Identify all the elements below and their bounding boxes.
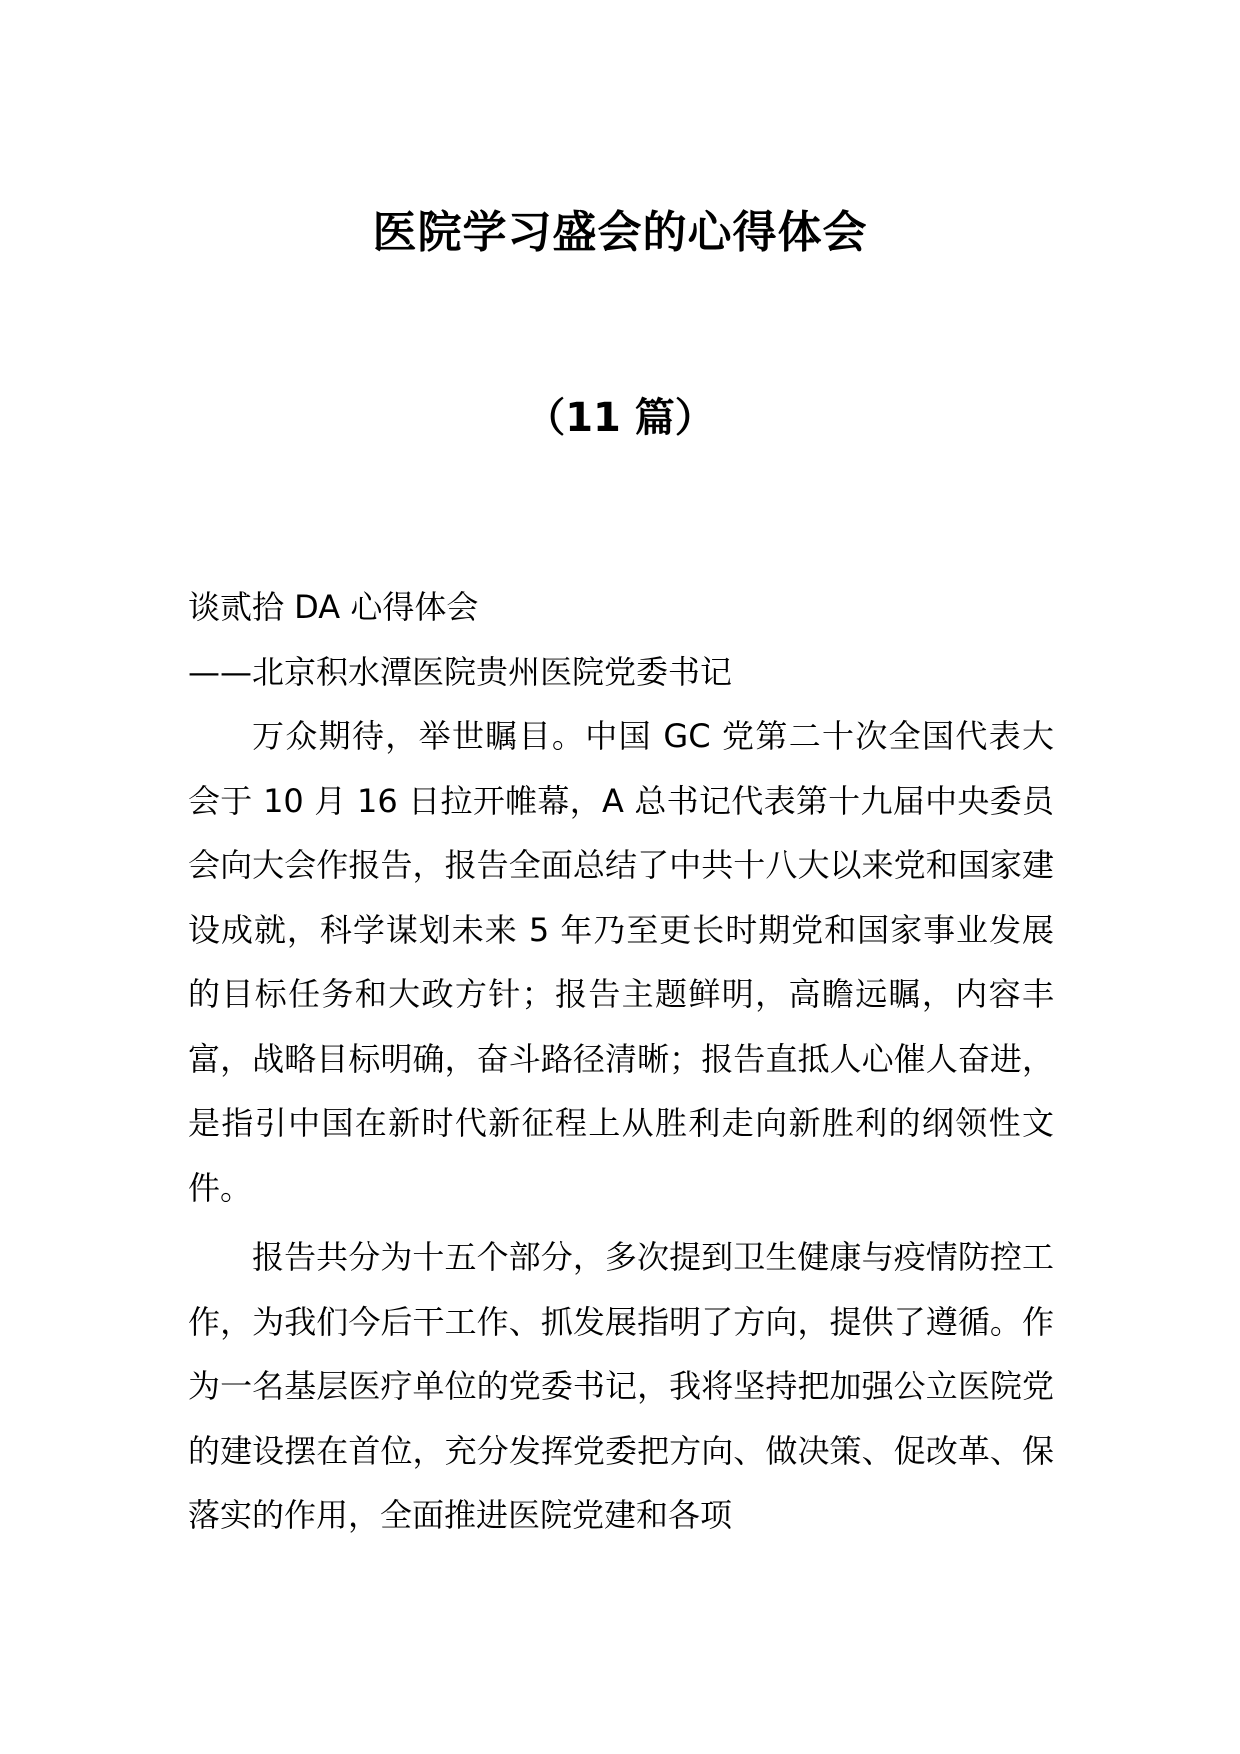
document-title: 医院学习盛会的心得体会	[372, 207, 868, 258]
document-subtitle: （11 篇）	[525, 395, 715, 441]
body-paragraph: 万众期待，举世瞩目。中国 GC 党第二十次全国代表大会于 10 月 16 日拉开帷幕，A 总书记代表第十九届中央委员会向大会作报告，报告全面总结了中共十八大以来党和国家建设成就，科学谋划未来 5 年乃至更长时期党和国家事业发展的目标任务和大政方针；报告主题鲜明，高瞻远瞩，内容丰富，战略目标明确，奋斗路径清晰；报告直抵人心催人奋进，是指引中国在新时代新征程上从胜利走向新胜利的纲领性文件。	[188, 717, 1054, 1207]
body-paragraph: 报告共分为十五个部分，多次提到卫生健康与疫情防控工作，为我们今后干工作、抓发展指明了方向，提供了遵循。作为一名基层医疗单位的党委书记，我将坚持把加强公立医院党的建设摆在首位，充分发挥党委把方向、做决策、促改革、保落实的作用，全面推进医院党建和各项	[188, 1238, 1054, 1534]
article-heading: 谈贰拾 DA 心得体会	[188, 588, 479, 626]
document-body	[188, 575, 1054, 1548]
article-author: ——北京积水潭医院贵州医院党委书记	[188, 652, 733, 691]
